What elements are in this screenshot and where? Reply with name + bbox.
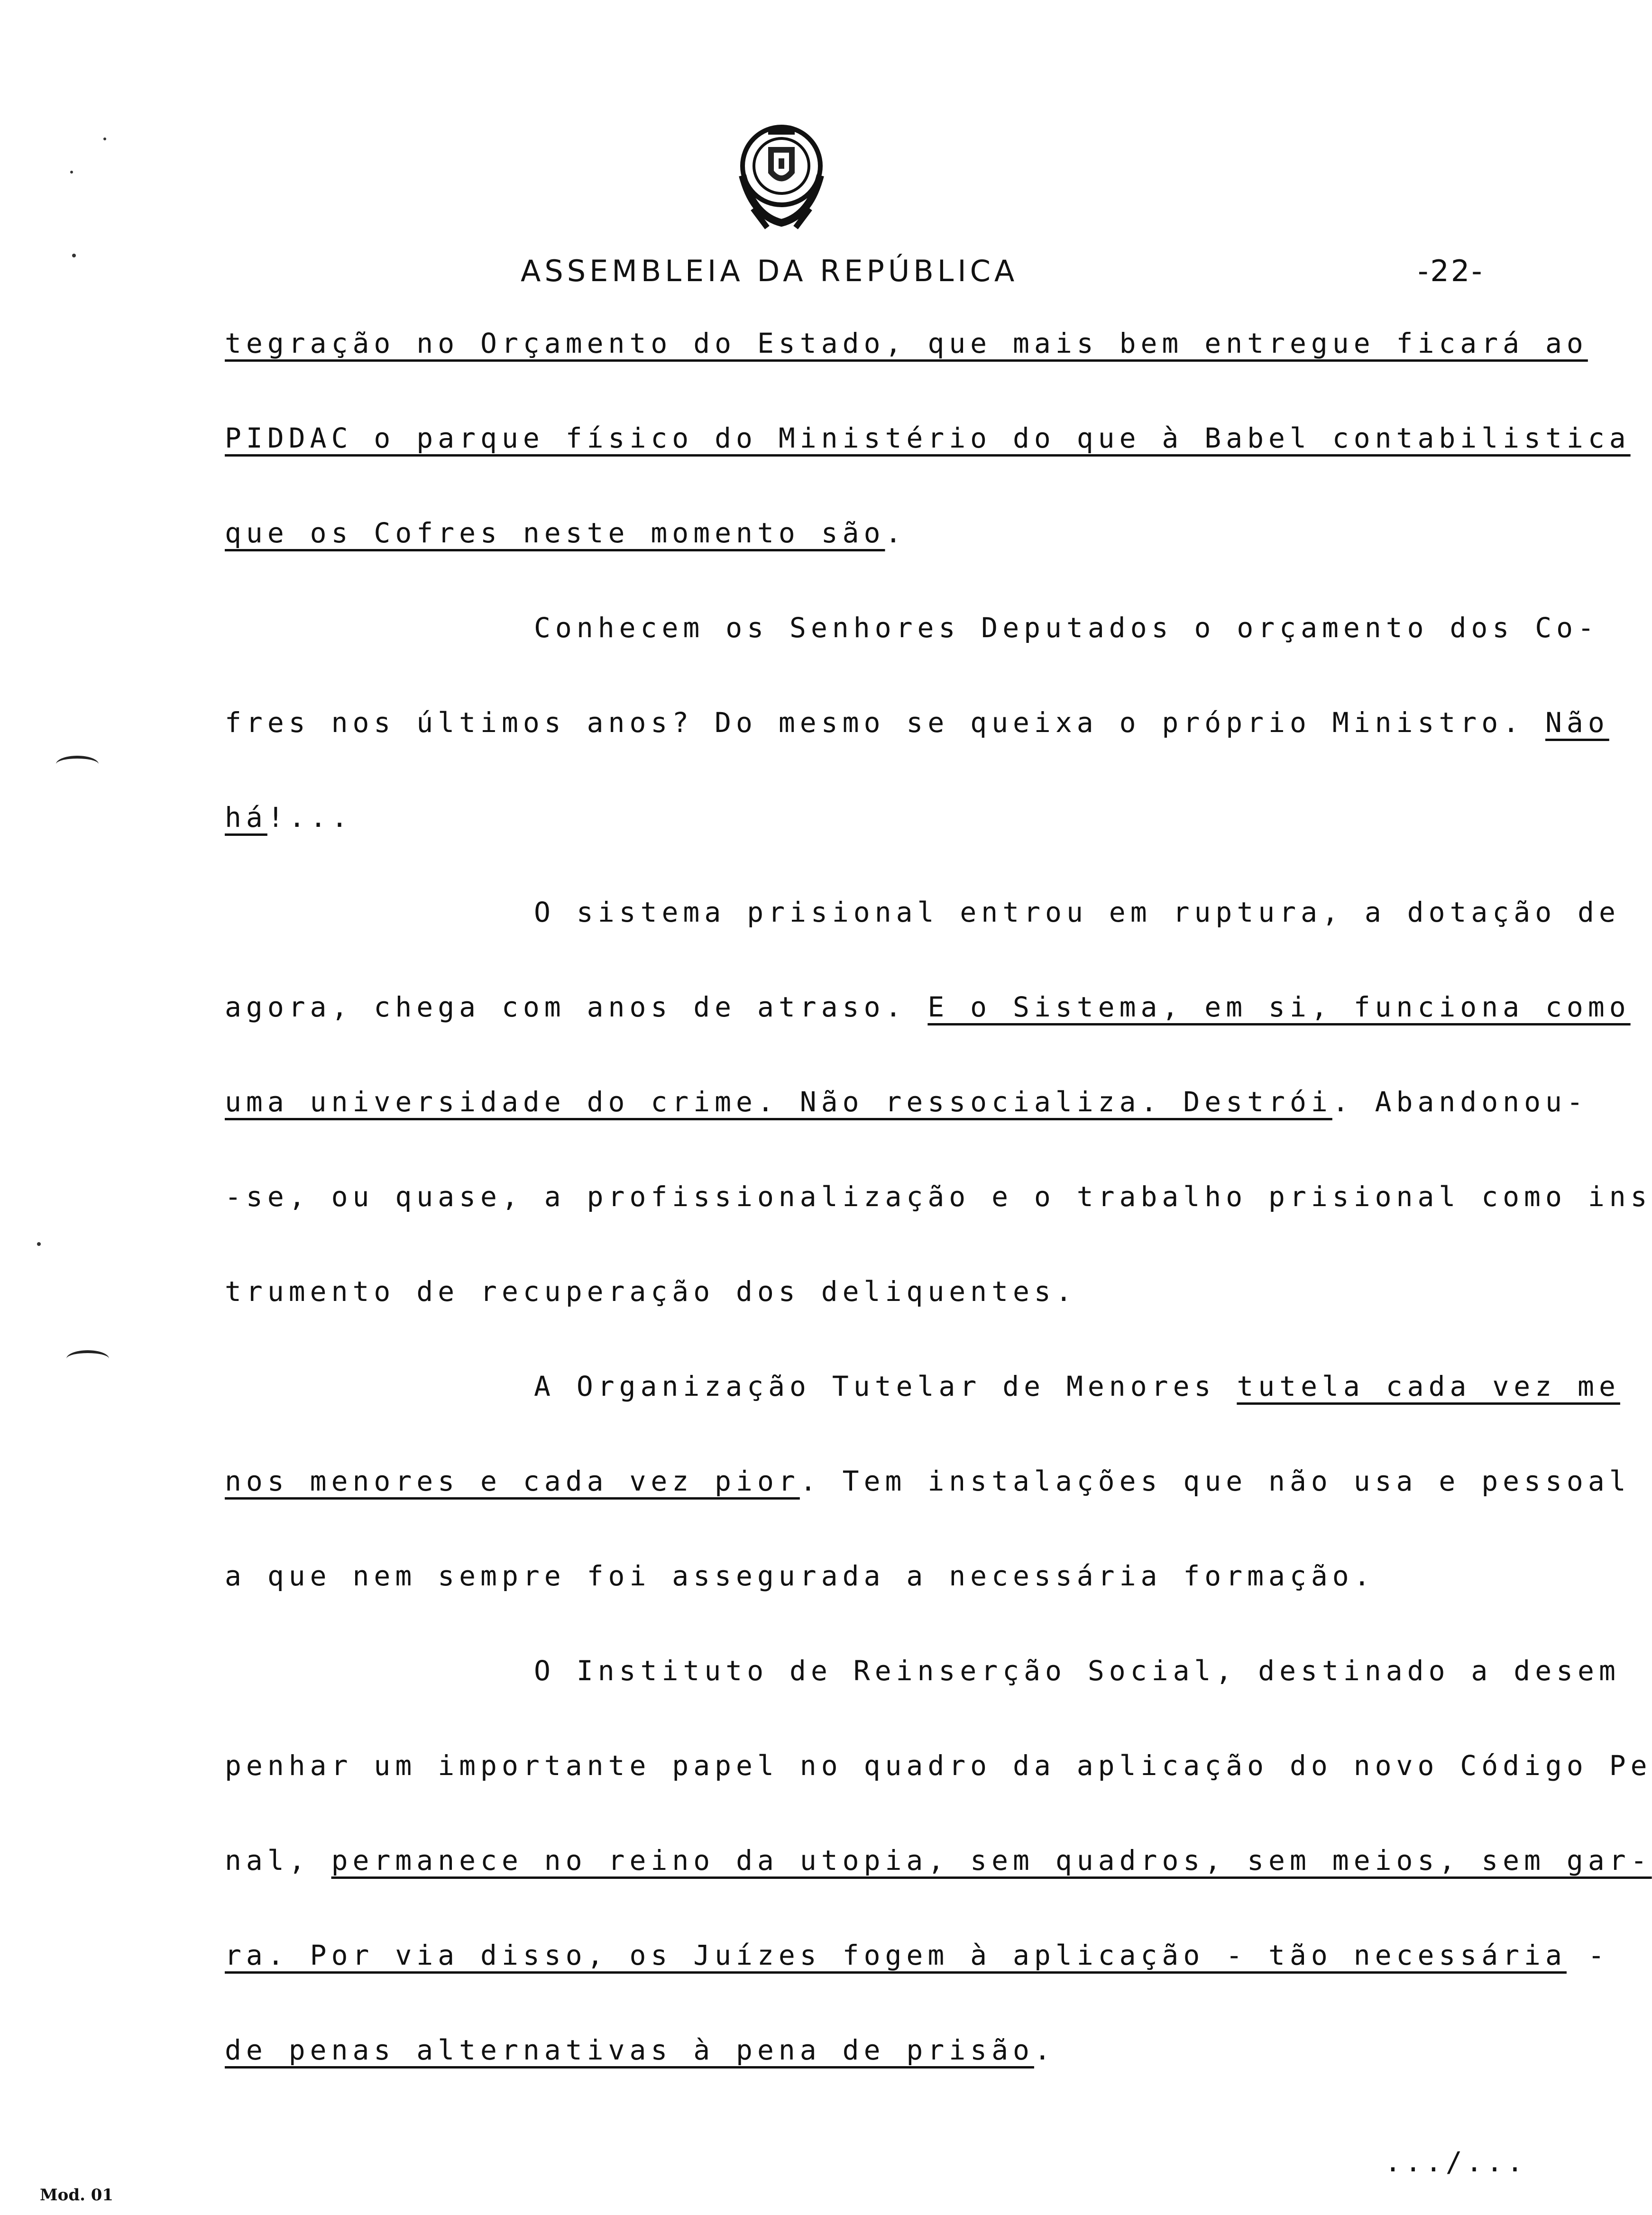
- text-segment: O sistema prisional entrou em ruptura, a dotação de: [534, 896, 1620, 928]
- underlined-text: há: [225, 801, 267, 833]
- text-segment: . Tem instalações que não usa e pessoal: [799, 1465, 1631, 1497]
- text-segment: !...: [267, 801, 353, 833]
- text-line: [534, 896, 1620, 928]
- text-line: [225, 422, 1631, 454]
- text-segment: penhar um importante papel no quadro da aplicação do novo Código Pe: [225, 1749, 1652, 1782]
- scan-speck: [37, 1242, 41, 1246]
- text-line: [225, 1086, 1588, 1118]
- underlined-text: tutela cada vez me: [1237, 1370, 1620, 1402]
- text-segment: A Organização Tutelar de Menores: [534, 1370, 1237, 1402]
- text-line: [225, 1181, 1652, 1213]
- text-line: [225, 1560, 1375, 1592]
- text-line: [225, 1939, 1609, 1971]
- underlined-text: Não: [1545, 706, 1609, 739]
- underlined-text: de penas alternativas à pena de prisão: [225, 2034, 1034, 2066]
- text-segment: fres nos últimos anos? Do mesmo se queixa o próprio Ministro.: [225, 706, 1545, 739]
- scan-speck: [70, 171, 73, 174]
- text-line: [225, 1465, 1631, 1497]
- text-segment: O Instituto de Reinserção Social, destinado a desem: [534, 1655, 1620, 1687]
- text-line: [225, 517, 906, 549]
- scan-speck: [103, 137, 106, 140]
- margin-mark: [66, 1350, 109, 1367]
- underlined-text: uma universidade do crime. Não ressocializa. Destrói: [225, 1086, 1332, 1118]
- text-segment: nal,: [225, 1844, 331, 1876]
- text-line: [534, 1370, 1620, 1402]
- coat-of-arms-icon: [725, 114, 838, 232]
- text-segment: Conhecem os Senhores Deputados o orçamento dos Co-: [534, 612, 1599, 644]
- header-title: ASSEMBLEIA DA REPÚBLICA: [521, 254, 1019, 288]
- text-line: [225, 327, 1588, 359]
- text-line: [225, 801, 353, 833]
- underlined-text: nos menores e cada vez pior: [225, 1465, 800, 1497]
- underlined-text: tegração no Orçamento do Estado, que mais bem entregue ficará ao: [225, 327, 1588, 359]
- text-line: [225, 1749, 1652, 1782]
- text-segment: . Abandonou-: [1332, 1086, 1588, 1118]
- text-line: [225, 706, 1609, 739]
- text-line: [225, 2034, 1055, 2066]
- continuation-marker: .../...: [1385, 2146, 1527, 2178]
- text-segment: .: [1034, 2034, 1055, 2066]
- margin-mark: [56, 756, 99, 773]
- page-number: -22-: [1418, 254, 1484, 288]
- underlined-text: permanece no reino da utopia, sem quadros, sem meios, sem gar-: [331, 1844, 1652, 1876]
- text-segment: -se, ou quase, a profissionalização e o trabalho prisional como ins: [225, 1181, 1652, 1213]
- text-segment: trumento de recuperação dos deliquentes.: [225, 1275, 1077, 1308]
- underlined-text: que os Cofres neste momento são: [225, 517, 885, 549]
- underlined-text: E o Sistema, em si, funciona como: [927, 991, 1631, 1023]
- text-segment: agora, chega com anos de atraso.: [225, 991, 928, 1023]
- text-line: [225, 991, 1631, 1023]
- text-line: [534, 1655, 1620, 1687]
- underlined-text: ra. Por via disso, os Juízes fogem à aplicação - tão necessária: [225, 1939, 1567, 1971]
- text-line: [225, 1275, 1077, 1308]
- text-segment: a que nem sempre foi assegurada a necessária formação.: [225, 1560, 1375, 1592]
- text-line: [225, 1844, 1652, 1876]
- text-line: [534, 612, 1599, 644]
- text-segment: -: [1566, 1939, 1609, 1971]
- scan-speck: [72, 254, 76, 257]
- underlined-text: PIDDAC o parque físico do Ministério do que à Babel contabilistica: [225, 422, 1631, 454]
- text-segment: .: [885, 517, 907, 549]
- form-code: Mod. 01: [40, 2186, 114, 2205]
